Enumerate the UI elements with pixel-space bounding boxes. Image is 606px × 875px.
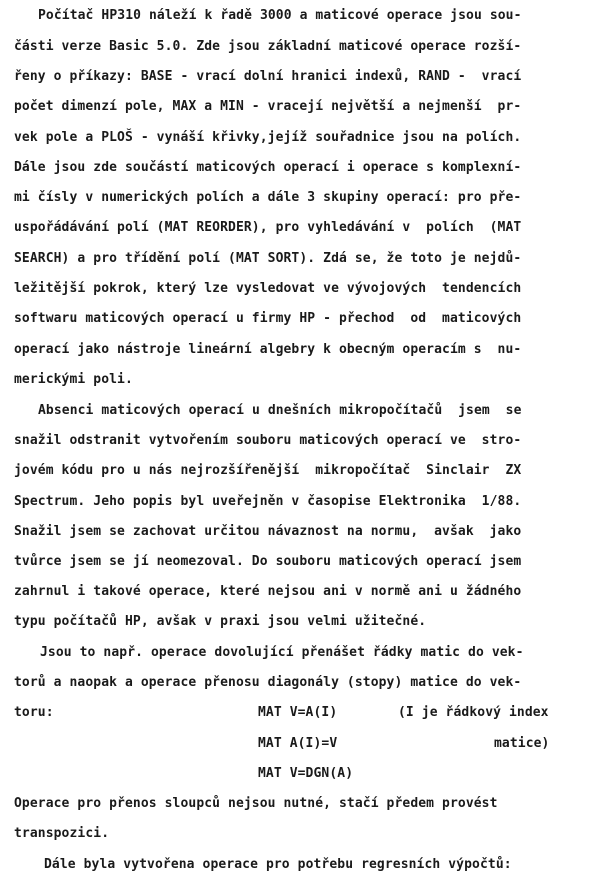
code-line: MAT V=A(I) [258,705,338,720]
code-note: (I je řádkový index [398,705,549,720]
text-line: Dále jsou zde součástí maticových operací i operace s komplexní- [14,160,522,175]
text-line: Spectrum. Jeho popis byl uveřejněn v časopise Elektronika 1/88. [14,494,522,509]
text-line: Počítač HP310 náleží k řadě 3000 a maticové operace jsou sou- [38,8,522,23]
text-line: počet dimenzí pole, MAX a MIN - vracejí největší a nejmenší pr- [14,99,522,114]
text-line: zahrnul i takové operace, které nejsou ani v normě ani u žádného [14,584,522,599]
text-line: řeny o příkazy: BASE - vrací dolní hranici indexů, RAND - vrací [14,69,522,84]
text-line: operací jako nástroje lineární algebry k obecným operacím s nu- [14,342,522,357]
text-line: Absenci maticových operací u dnešních mikropočítačů jsem se [38,403,522,418]
text-line: Dále byla vytvořena operace pro potřebu regresních výpočtů: [44,857,512,872]
text-line: softwaru maticových operací u firmy HP - přechod od maticových [14,311,522,326]
text-line: tvůrce jsem se jí neomezoval. Do souboru maticových operací jsem [14,554,522,569]
text-line: merickými poli. [14,372,133,387]
code-line: MAT V=DGN(A) [258,766,354,781]
code-line: MAT A(I)=V [258,736,338,751]
text-line: vek pole a PLOŠ - vynáší křivky,jejíž souřadnice jsou na polích. [14,130,522,145]
text-line: toru: [14,705,54,720]
text-line: Snažil jsem se zachovat určitou návaznost na normu, avšak jako [14,524,522,539]
text-line: snažil odstranit vytvořením souboru maticových operací ve stro- [14,433,522,448]
code-note: matice) [494,736,550,751]
text-line: Jsou to např. operace dovolující přenášet řádky matic do vek- [40,645,524,660]
text-line: uspořádávání polí (MAT REORDER), pro vyhledávání v polích (MAT [14,220,522,235]
text-line: SEARCH) a pro třídění polí (MAT SORT). Zdá se, že toto je nejdů- [14,251,522,266]
text-line: části verze Basic 5.0. Zde jsou základní maticové operace rozší- [14,39,522,54]
text-line: mi čísly v numerických polích a dále 3 skupiny operací: pro pře- [14,190,522,205]
text-line: torů a naopak a operace přenosu diagonály (stopy) matice do vek- [14,675,522,690]
text-line: transpozici. [14,826,110,841]
text-line: typu počítačů HP, avšak v praxi jsou velmi užitečné. [14,614,427,629]
text-line: ležitější pokrok, který lze vysledovat ve vývojových tendencích [14,281,522,296]
text-line: Operace pro přenos sloupců nejsou nutné, stačí předem provést [14,796,498,811]
text-line: jovém kódu pro u nás nejrozšířenější mikropočítač Sinclair ZX [14,463,522,478]
